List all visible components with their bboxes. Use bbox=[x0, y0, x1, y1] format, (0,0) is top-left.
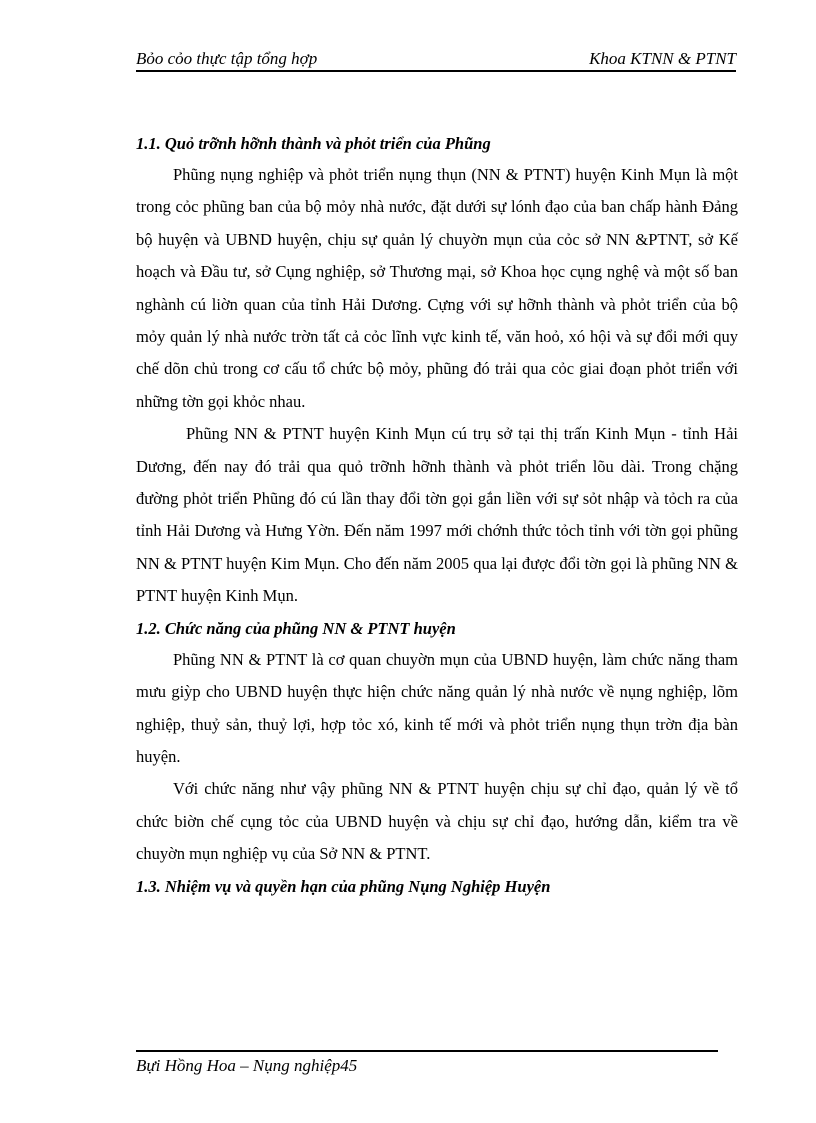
section-heading-1-1: 1.1. Quỏ trỡnh hỡnh thành và phỏt triển của Phũng bbox=[136, 134, 491, 153]
section-heading-1-3: 1.3. Nhiệm vụ và quyền hạn của phũng Nụng Nghiệp Huyện bbox=[136, 876, 551, 896]
document-body bbox=[136, 128, 738, 902]
section-heading-1-2: 1.2. Chức năng của phũng NN & PTNT huyện bbox=[136, 618, 456, 638]
paragraph: Phũng nụng nghiệp và phỏt triển nụng thụn (NN & PTNT) huyện Kinh Mụn là một trong cỏc phũng ban của bộ mỏy nhà nước, đặt dưới sự lónh đạo của ban chấp hành Đảng bộ huyện và UBND huyện, chịu sự quản lý chuyờn mụn của cỏc sở NN &PTNT, sở Kế hoạch và Đầu tư, sở Cụng nghiệp, sở Thương mại, sở Khoa học cụng nghệ và một số ban nghành cú liờn quan của tỉnh Hải Dương. Cựng với sự hỡnh thành và phỏt triển của bộ mỏy quản lý nhà nước trờn tất cả cỏc lĩnh vực kinh tế, văn hoỏ, xó hội và sự đổi mới quy chế dõn chủ trong cơ cấu tổ chức bộ mỏy, phũng đó trải qua cỏc giai đoạn phỏt triển với những tờn gọi khỏc nhau. bbox=[136, 165, 738, 411]
paragraph: Với chức năng như vậy phũng NN & PTNT huyện chịu sự chỉ đạo, quản lý về tổ chức biờn chế cụng tỏc của UBND huyện và chịu sự chỉ đạo, hướng dẫn, kiểm tra về chuyờn mụn nghiệp vụ của Sở NN & PTNT. bbox=[136, 779, 738, 864]
page-header bbox=[136, 46, 736, 72]
header-faculty: Khoa KTNN & PTNT bbox=[589, 49, 736, 68]
paragraph: Phũng NN & PTNT huyện Kinh Mụn cú trụ sở tại thị trấn Kinh Mụn - tỉnh Hải Dương, đến nay đó trải qua quỏ trỡnh hỡnh thành và phỏt triển lõu dài. Trong chặng đường phỏt triển Phũng đó cú lần thay đổi tờn gọi gắn liền với sự sỏt nhập và tỏch ra của tỉnh Hải Dương và Hưng Yờn. Đến năm 1997 mới chớnh thức tỏch tỉnh với tờn gọi phũng NN & PTNT huyện Kim Mụn. Cho đến năm 2005 qua lại được đổi tờn gọi là phũng NN & PTNT huyện Kinh Mụn. bbox=[136, 424, 738, 606]
footer-divider bbox=[136, 1050, 718, 1052]
header-title: Bỏo cỏo thực tập tổng hợp bbox=[136, 49, 318, 68]
page-footer: Bựi Hồng Hoa – Nụng nghiệp45 bbox=[136, 1056, 358, 1075]
paragraph: Phũng NN & PTNT là cơ quan chuyờn mụn của UBND huyện, làm chức năng tham mưu giỳp cho UBND huyện thực hiện chức năng quản lý nhà nước về nụng nghiệp, lõm nghiệp, thuỷ sản, thuỷ lợi, hợp tỏc xó, kinh tế mới và phỏt triển nụng thụn trờn địa bàn huyện. bbox=[136, 649, 738, 766]
